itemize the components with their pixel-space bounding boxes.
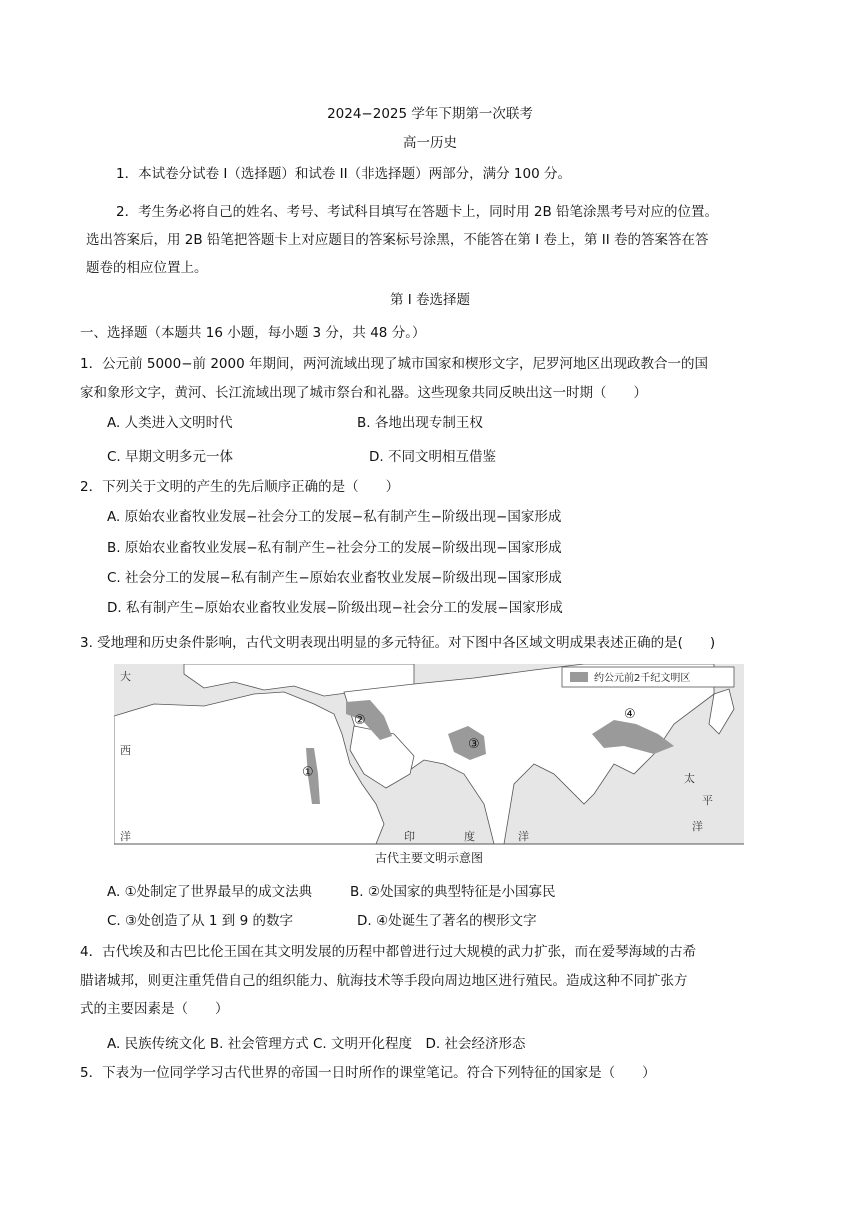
q3-stem: 3. 受地理和历史条件影响，古代文明表现出明显的多元特征。对下图中各区域文明成果表述正确的是( ) [80, 635, 716, 651]
map-sea-label-atlantic-3: 洋 [120, 830, 131, 843]
exam-subject: 高一历史 [403, 135, 457, 151]
map-marker-3: ③ [468, 737, 480, 752]
q1-option-d[interactable]: D. 不同文明相互借鉴 [369, 449, 496, 465]
map-marker-2: ② [354, 713, 366, 728]
instruction-2-line-3: 题卷的相应位置上。 [86, 260, 208, 276]
q2-option-b[interactable]: B. 原始农业畜牧业发展−私有制产生−社会分工的发展−阶级出现−国家形成 [107, 540, 562, 556]
q2-stem: 2．下列关于文明的产生的先后顺序正确的是（ ） [80, 479, 400, 495]
section-title: 第 I 卷选择题 [389, 292, 471, 308]
map-sea-label-indian-3: 洋 [518, 830, 529, 843]
q2-option-c[interactable]: C. 社会分工的发展−私有制产生−原始农业畜牧业发展−阶级出现−国家形成 [107, 570, 562, 586]
map-sea-label-atlantic-1: 大 [120, 670, 131, 683]
map-marker-1: ① [302, 765, 314, 780]
map-sea-label-indian-2: 度 [464, 830, 475, 843]
map-sea-label-indian-1: 印 [404, 830, 415, 843]
q1-stem-line-2: 家和象形文字，黄河、长江流域出现了城市祭台和礼器。这些现象共同反映出这一时期（ ） [80, 385, 647, 401]
instruction-1: 1．本试卷分试卷 I（选择题）和试卷 II（非选择题）两部分，满分 100 分。 [116, 166, 571, 182]
q1-option-a[interactable]: A. 人类进入文明时代 [107, 415, 233, 431]
map-legend-swatch [570, 672, 588, 682]
q3-option-d[interactable]: D. ④处诞生了著名的楔形文字 [357, 913, 537, 929]
instruction-2-line-1: 2．考生务必将自己的姓名、考号、考试科目填写在答题卡上，同时用 2B 铅笔涂黑考号对应的位置。 [116, 204, 719, 220]
map-marker-4: ④ [624, 707, 636, 722]
q1-option-b[interactable]: B. 各地出现专制王权 [357, 415, 483, 431]
q3-option-c[interactable]: C. ③处创造了从 1 到 9 的数字 [107, 913, 293, 929]
q4-stem-line-3: 式的主要因素是（ ） [80, 1001, 229, 1017]
q1-option-c[interactable]: C. 早期文明多元一体 [107, 449, 234, 465]
q2-option-d[interactable]: D. 私有制产生−原始农业畜牧业发展−阶级出现−社会分工的发展−国家形成 [107, 600, 563, 616]
q4-options[interactable]: A. 民族传统文化 B. 社会管理方式 C. 文明开化程度 D. 社会经济形态 [107, 1036, 526, 1052]
map-caption: 古代主要文明示意图 [374, 851, 484, 865]
map-sea-label-pacific-3: 洋 [692, 820, 703, 833]
map-legend-label: 约公元前2千纪文明区 [594, 673, 691, 684]
q3-option-b[interactable]: B. ②处国家的典型特征是小国寡民 [350, 884, 556, 900]
q5-stem: 5．下表为一位同学学习古代世界的帝国一日时所作的课堂笔记。符合下列特征的国家是（ ） [80, 1065, 656, 1081]
exam-title: 2024−2025 学年下期第一次联考 [327, 106, 533, 122]
q4-stem-line-2: 腊诸城邦，则更注重凭借自己的组织能力、航海技术等手段向周边地区进行殖民。造成这种不同扩张方 [80, 973, 688, 989]
map-sea-label-pacific-2: 平 [702, 794, 713, 807]
q4-stem-line-1: 4．古代埃及和古巴比伦王国在其文明发展的历程中都曾进行过大规模的武力扩张，而在爱琴海域的古希 [80, 944, 697, 960]
part-one-heading: 一、选择题（本题共 16 小题，每小题 3 分，共 48 分。） [80, 325, 426, 341]
q1-stem-line-1: 1．公元前 5000−前 2000 年期间，两河流域出现了城市国家和楔形文字，尼罗河地区出现政教合一的国 [80, 356, 708, 372]
q3-option-a[interactable]: A. ①处制定了世界最早的成文法典 [107, 884, 313, 900]
ancient-civilizations-map [114, 664, 744, 872]
map-sea-label-pacific-1: 太 [684, 772, 695, 785]
instruction-2-line-2: 选出答案后，用 2B 铅笔把答题卡上对应题目的答案标号涂黑，不能答在第 I 卷上，第 II 卷的答案答在答 [86, 232, 709, 248]
q2-option-a[interactable]: A. 原始农业畜牧业发展−社会分工的发展−私有制产生−阶级出现−国家形成 [107, 509, 562, 525]
map-sea-label-atlantic-2: 西 [120, 744, 131, 757]
